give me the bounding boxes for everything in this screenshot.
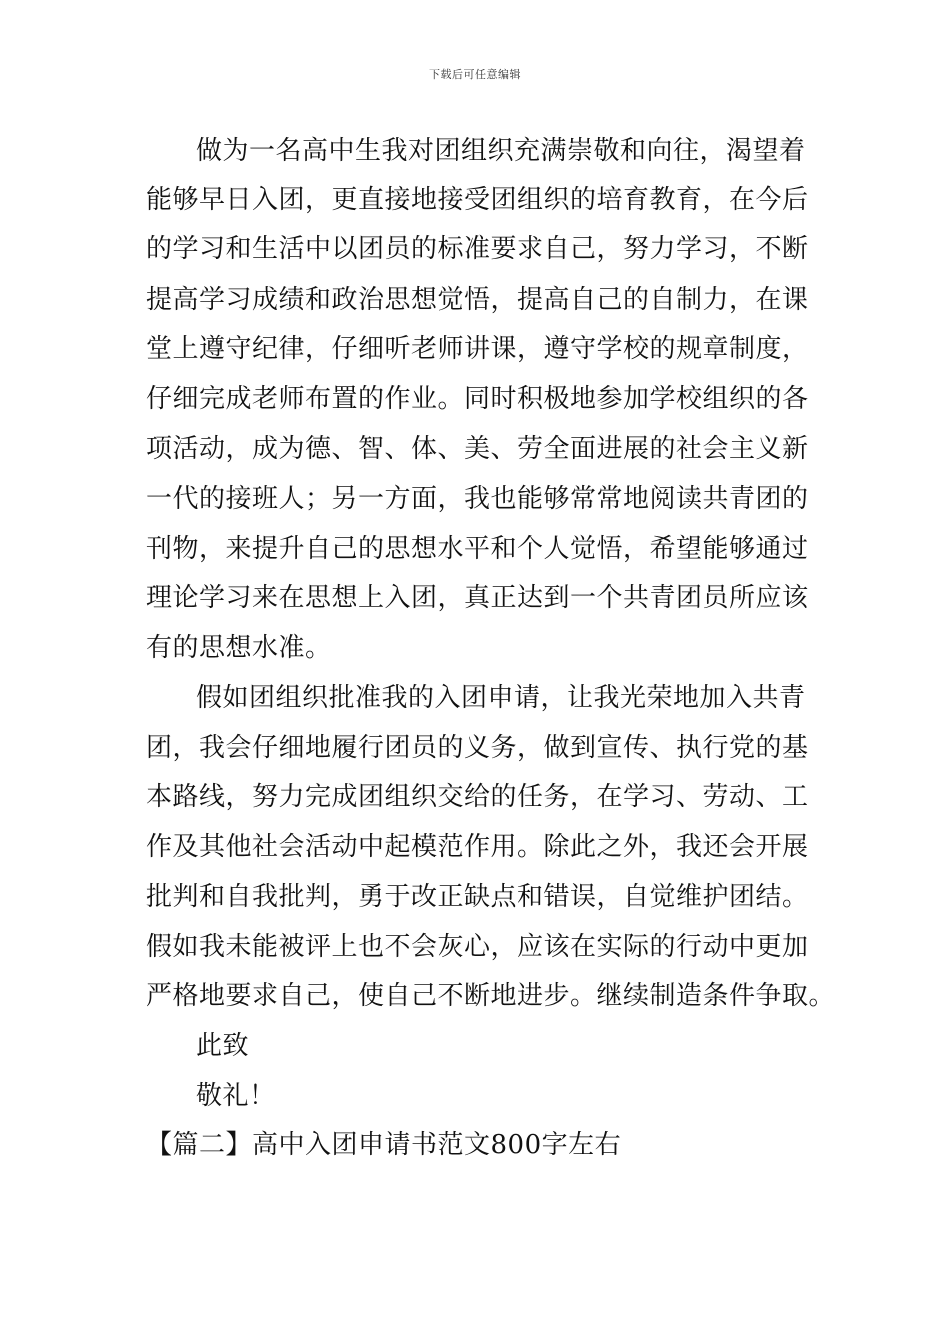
text-line: 能够早日入团，更直接地接受团组织的培育教育，在今后 — [146, 185, 809, 215]
text-line: 一代的接班人；另一方面，我也能够常常地阅读共青团的 — [146, 484, 809, 514]
text-line: 假如我未能被评上也不会灰心，应该在实际的行动中更加 — [146, 932, 809, 962]
text-line: 本路线，努力完成团组织交给的任务，在学习、劳动、工 — [146, 782, 809, 812]
section-heading: 【篇二】高中入团申请书范文800字左右 — [146, 1130, 622, 1160]
text-line: 的学习和生活中以团员的标准要求自己，努力学习，不断 — [146, 234, 809, 264]
text-line: 做为一名高中生我对团组织充满崇敬和向往，渴望着 — [196, 136, 806, 166]
text-line: 仔细完成老师布置的作业。同时积极地参加学校组织的各 — [146, 384, 809, 414]
closing-regards: 敬礼！ — [196, 1081, 276, 1111]
closing-salutation: 此致 — [196, 1031, 250, 1061]
text-line: 有的思想水准。 — [146, 633, 332, 663]
text-line: 提高学习成绩和政治思想觉悟，提高自己的自制力，在课 — [146, 285, 809, 315]
text-line: 刊物，来提升自己的思想水平和个人觉悟，希望能够通过 — [146, 534, 809, 564]
text-line: 理论学习来在思想上入团，真正达到一个共青团员所应该 — [146, 583, 809, 613]
header-note: 下载后可任意编辑 — [429, 68, 521, 81]
text-line: 堂上遵守纪律，仔细听老师讲课，遵守学校的规章制度， — [146, 334, 809, 364]
text-line: 批判和自我批判，勇于改正缺点和错误，自觉维护团结。 — [146, 882, 809, 912]
text-line: 严格地要求自己，使自己不断地进步。继续制造条件争取。 — [146, 981, 836, 1011]
text-line: 假如团组织批准我的入团申请，让我光荣地加入共青 — [196, 683, 806, 713]
text-line: 项活动，成为德、智、体、美、劳全面进展的社会主义新 — [146, 434, 809, 464]
text-line: 团，我会仔细地履行团员的义务，做到宣传、执行党的基 — [146, 733, 809, 763]
text-line: 作及其他社会活动中起模范作用。除此之外，我还会开展 — [146, 832, 809, 862]
